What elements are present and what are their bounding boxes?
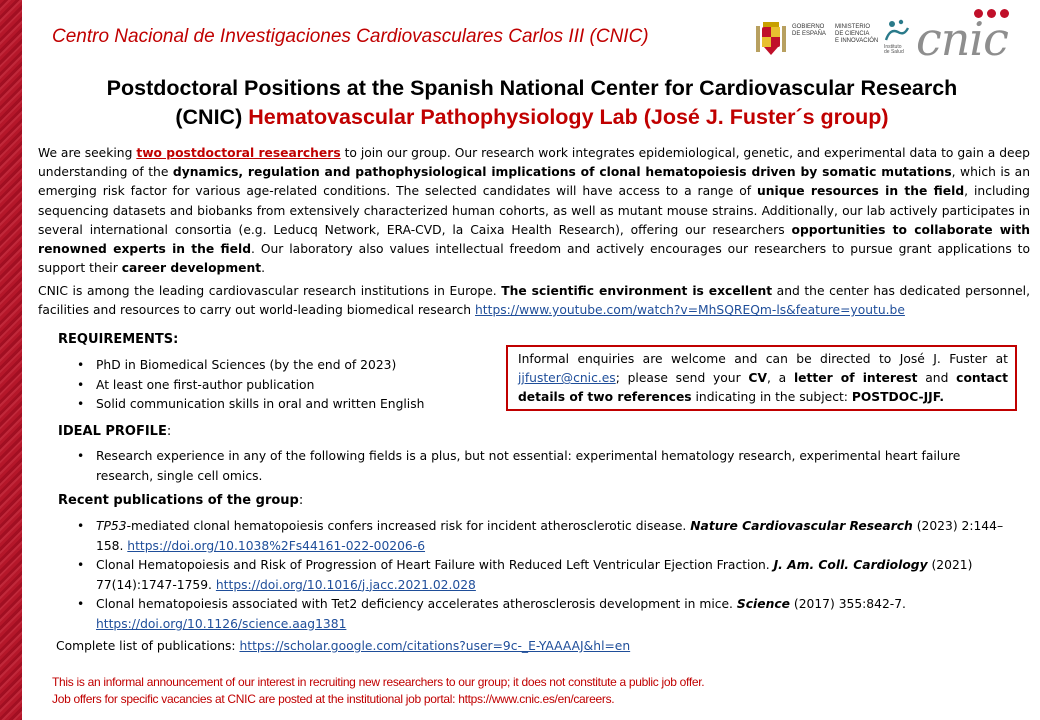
google-scholar-link[interactable]: https://scholar.google.com/citations?user=9c-_E-YAAAAJ&hl=en bbox=[239, 639, 631, 653]
page-title: Postdoctoral Positions at the Spanish National Center for Cardiovascular Research (CNIC) Hematovascular Pathophysiology Lab (José J. Fuster´s group) bbox=[106, 76, 958, 129]
list-item: • Solid communication skills in oral and written English bbox=[74, 395, 494, 415]
email-link[interactable]: jjfuster@cnic.es bbox=[518, 371, 616, 386]
decorative-red-side-bar bbox=[0, 0, 22, 720]
publication-item: • TP53-mediated clonal hematopoiesis confers increased risk for incident atherosclerotic disease. Nature Cardiovascular Research (2023) 2:144–158. https://doi.org/10.1038%2Fs44161-022-00206-6 bbox=[74, 517, 1014, 556]
footer-disclaimer: This is an informal announcement of our interest in recruiting new researchers to our group; it does not constitute a public job offer. Job offers for specific vacancies at CNIC are posted at the institutional job portal: https://www.cnic.es/en/careers. bbox=[52, 675, 705, 706]
coat-of-arms-icon bbox=[754, 18, 788, 58]
requirements-list bbox=[74, 356, 494, 415]
svg-text:Instituto: Instituto bbox=[884, 44, 902, 50]
doi-link[interactable]: https://doi.org/10.1038%2Fs44161-022-00206-6 bbox=[127, 538, 426, 553]
list-item: • PhD in Biomedical Sciences (by the end of 2023) bbox=[74, 356, 494, 376]
publication-item: • Clonal Hematopoiesis and Risk of Progression of Heart Failure with Reduced Left Ventricular Ejection Fraction. J. Am. Coll. Cardiology (2021) 77(14):1747-1759. https://doi.org/10.1016/j.jacc.2021.02.028 bbox=[74, 556, 1014, 595]
doi-link[interactable]: https://doi.org/10.1126/science.aag1381 bbox=[96, 616, 347, 631]
ideal-profile-list bbox=[74, 447, 1014, 486]
enquiry-box: Informal enquiries are welcome and can be directed to José J. Fuster at jjfuster@cnic.es; please send your CV, a letter of interest and contact details of two references indicating in the subject: POSTDOC-JJF. bbox=[506, 345, 1017, 411]
government-of-spain-logo bbox=[752, 16, 880, 60]
cnic-logo bbox=[912, 6, 1022, 66]
complete-publications: Complete list of publications: https://scholar.google.com/citations?user=9c-_E-YAAAAJ&hl=en bbox=[56, 639, 631, 653]
publications-heading: Recent publications of the group: bbox=[58, 493, 304, 508]
positions-link[interactable]: two postdoctoral researchers bbox=[136, 146, 341, 160]
svg-text:de Salud: de Salud bbox=[884, 49, 904, 55]
organization-name: Centro Nacional de Investigaciones Cardiovasculares Carlos III (CNIC) bbox=[52, 26, 649, 47]
youtube-link[interactable]: https://www.youtube.com/watch?v=MhSQREQm-ls&feature=youtu.be bbox=[475, 303, 905, 318]
list-item: • At least one first-author publication bbox=[74, 376, 494, 396]
publication-item: • Clonal hematopoiesis associated with Tet2 deficiency accelerates atherosclerosis development in mice. Science (2017) 355:842-7. https://doi.org/10.1126/science.aag1381 bbox=[74, 595, 1014, 634]
requirements-heading: REQUIREMENTS: bbox=[58, 332, 179, 347]
list-item: • Research experience in any of the following fields is a plus, but not essential: experimental hematology research, experimental heart failure research, single cell omics. bbox=[74, 447, 1014, 486]
government-label: GOBIERNO DE ESPAÑA bbox=[792, 24, 826, 37]
ideal-profile-heading: IDEAL PROFILE: bbox=[58, 424, 172, 439]
isciii-logo-icon bbox=[882, 18, 912, 56]
publications-list bbox=[74, 517, 1014, 634]
ministry-label: MINISTERIO DE CIENCIA E INNOVACIÓN bbox=[835, 24, 879, 44]
intro-paragraph: We are seeking two postdoctoral researchers to join our group. Our research work integrates epidemiological, genetic, and experimental data to gain a deep understanding of the dynamics, regulation and pathophysiological implications of clonal hematopoiesis driven by somatic mutations, which is an emerging risk factor for various age-related conditions. The selected candidates will have access to a range of unique resources in the field, including sequencing datasets and biobanks from extensively characterized human cohorts, as well as mutant mouse strains. Additionally, our lab actively participates in several international consortia (e.g. Leducq Network, ERA-CVD, la Caixa Health Research), offering our researchers opportunities to collaborate with renowned experts in the field. Our laboratory also values intellectual freedom and actively encourages our researchers to pursue grant applications to support their career development. bbox=[38, 146, 1030, 276]
cnic-logo-text: cnic bbox=[916, 12, 1008, 66]
lab-name: Hematovascular Pathophysiology Lab (José J. Fuster´s group) bbox=[248, 105, 889, 129]
cnic-paragraph: CNIC is among the leading cardiovascular research institutions in Europe. The scientific environment is excellent and the center has dedicated personnel, facilities and resources to carry out world-leading biomedical research https://www.youtube.com/watch?v=MhSQREQm-ls&feature=youtu.be bbox=[38, 284, 1031, 318]
doi-link[interactable]: https://doi.org/10.1016/j.jacc.2021.02.028 bbox=[215, 577, 476, 592]
